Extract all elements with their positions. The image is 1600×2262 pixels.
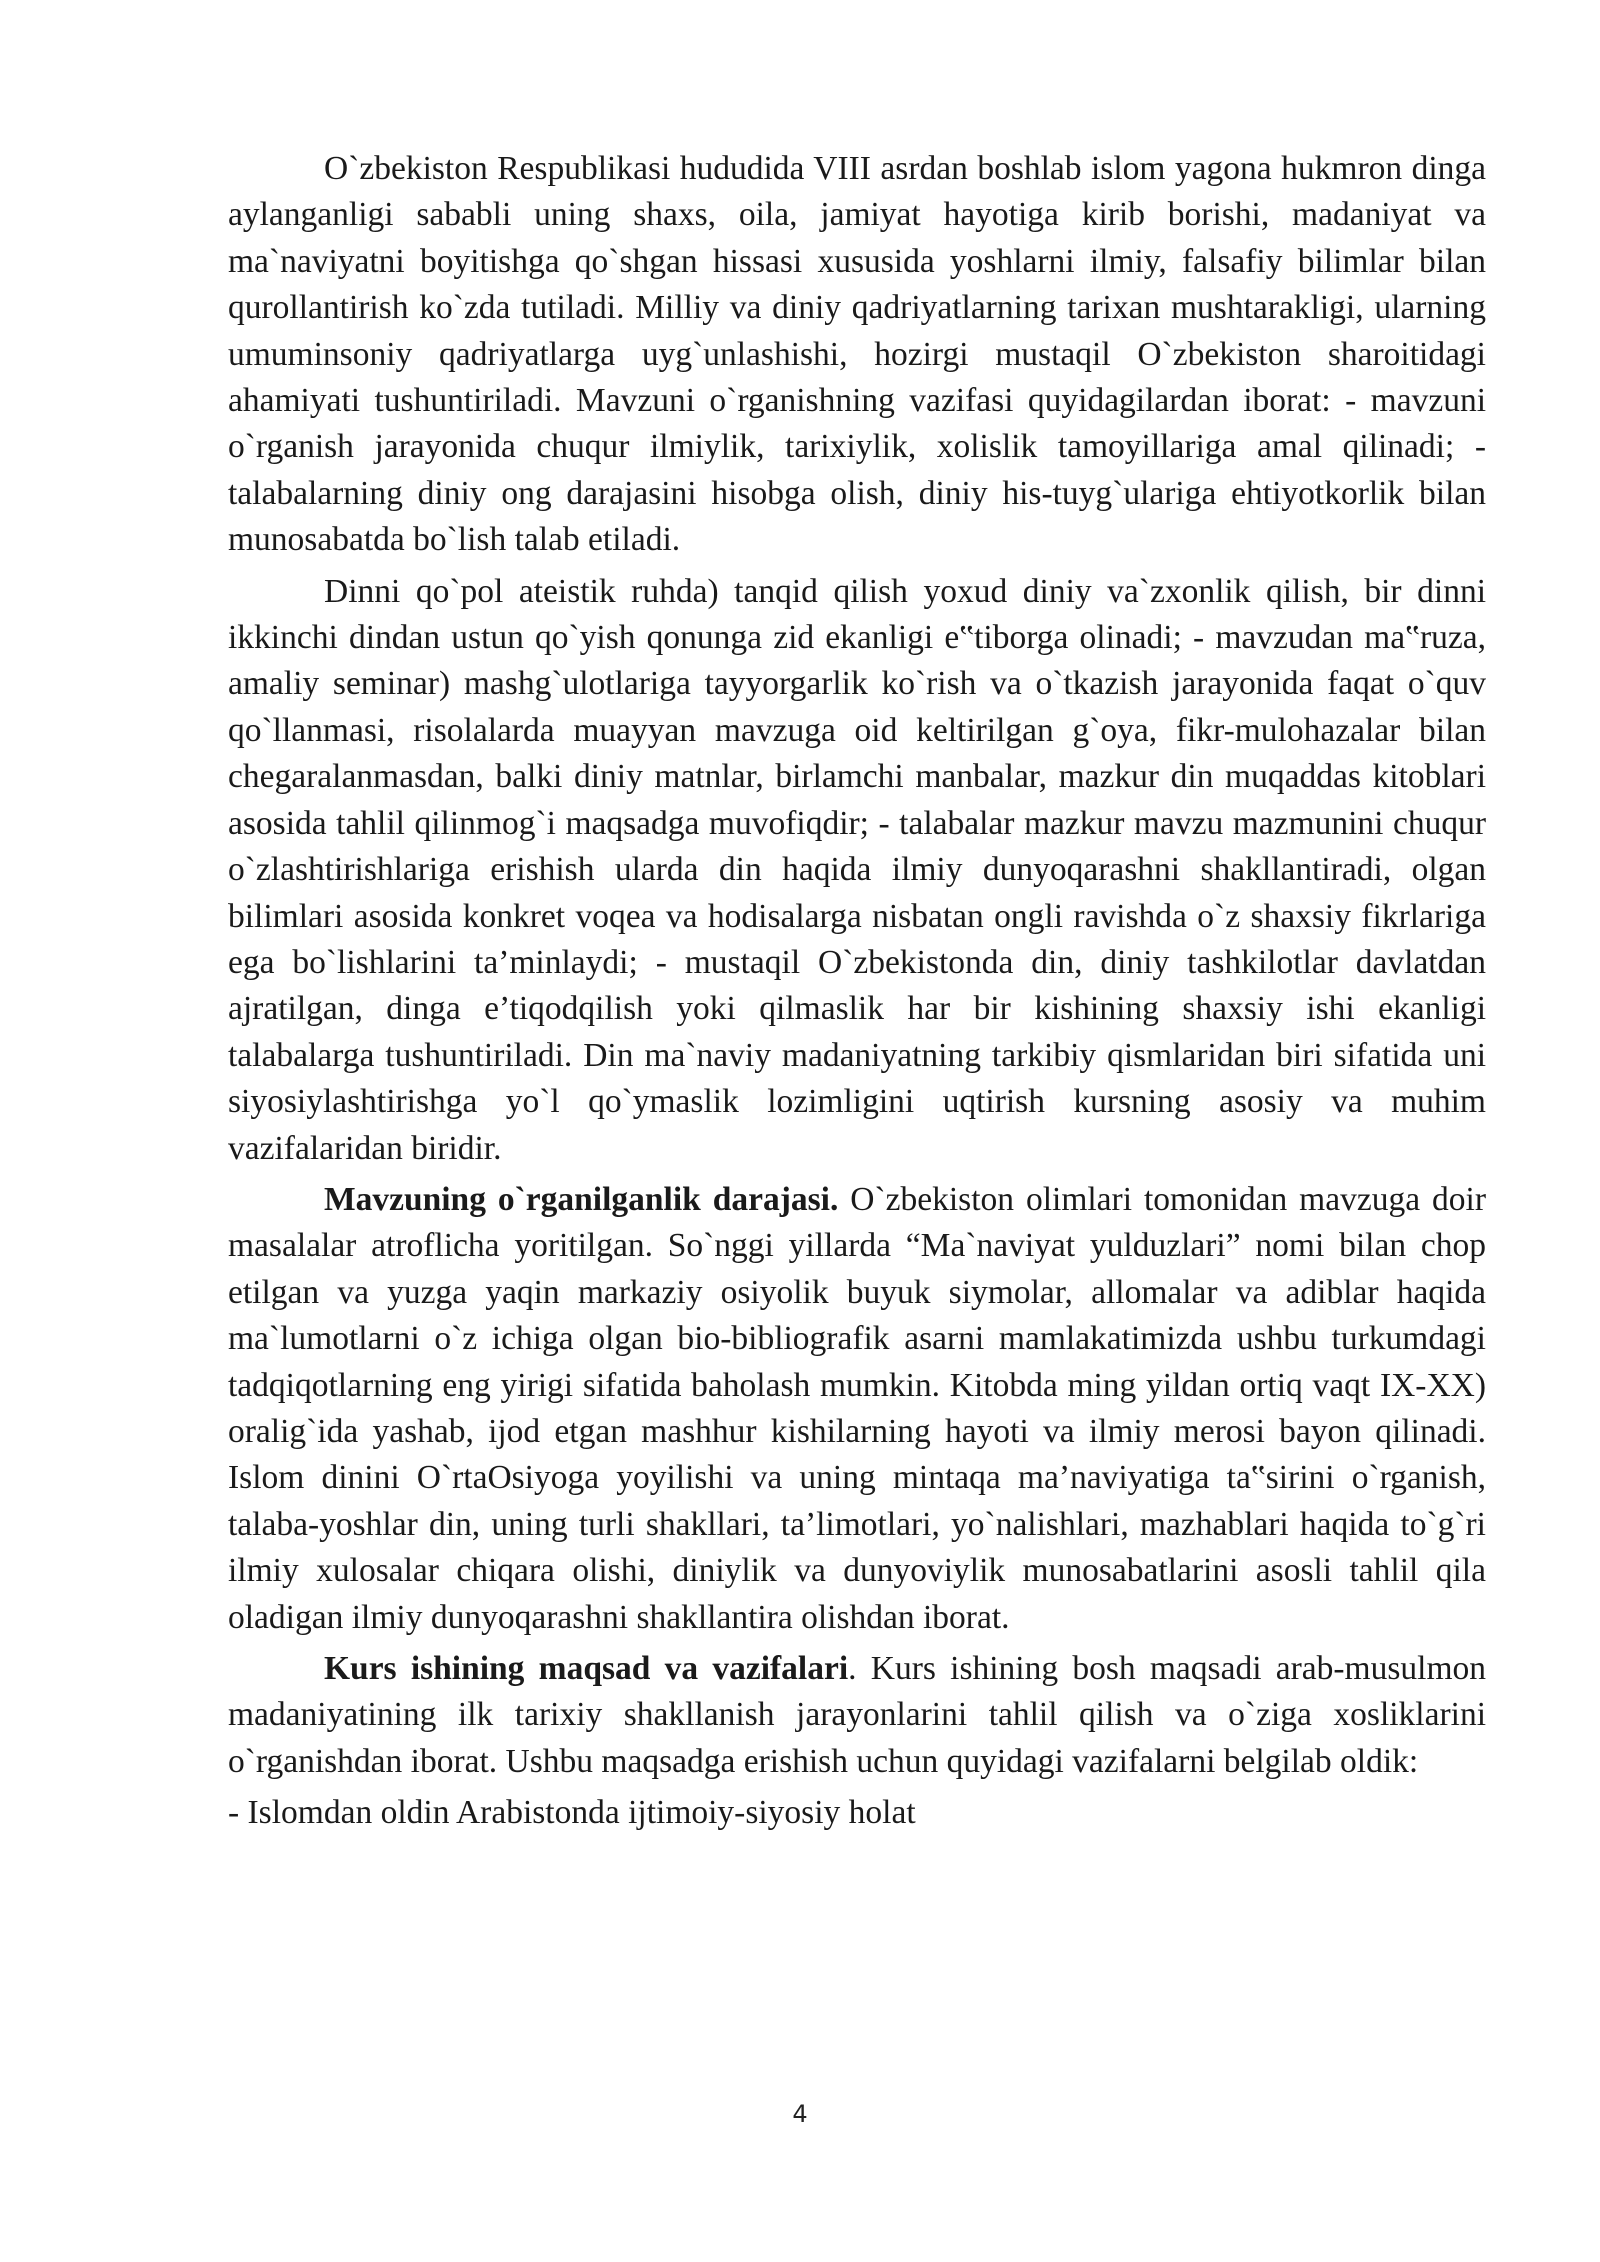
paragraph-research-level-text: O`zbekiston olimlari tomonidan mavzuga doir masalalar atroflicha yoritilgan. So`nggi yillarda “Ma`naviyat yulduzlari” nomi bilan chop etilgan va yuzga yaqin markaziy osiyolik buyuk siymolar, allomalar va adiblar haqida ma`lumotlarni o`z ichiga olgan bio-bibliografik asarni mamlakatimizda ushbu turkumdagi tadqiqotlarning eng yirigi sifatida baholash mumkin. Kitobda ming yildan ortiq vaqt IX-XX) oralig`ida yashab, ijod etgan mashhur kishilarning hayoti va ilmiy merosi bayon qilinadi. Islom dinini O`rtaOsiyoga yoyilishi va uning mintaqa ma’naviyatiga ta‟sirini o`rganish, talaba-yoshlar din, uning turli shakllari, ta’limotlari, yo`nalishlari, mazhablari haqida to`g`ri ilmiy xulosalar chiqara olishi, diniylik va dunyoviylik munosabatlarini asosli tahlil qila oladigan ilmiy dunyoqarashni shakllantira olishdan iborat.	[228, 1180, 1486, 1636]
document-body	[228, 146, 1486, 1837]
list-item: - Islomdan oldin Arabistonda ijtimoiy-siyosiy holat	[228, 1794, 916, 1832]
page-number: 4	[792, 2100, 808, 2128]
section-heading-research-level: Mavzuning o`rganilganlik darajasi.	[324, 1180, 839, 1218]
paragraph-goals-text: . Kurs ishining bosh maqsadi arab-musulmon madaniyatining ilk tarixiy shakllanish jarayonlarini tahlil qilish va o`ziga xosliklarini o`rganishdan iborat. Ushbu maqsadga erishish uchun quyidagi vazifalarni belgilab oldik:	[228, 1650, 1487, 1780]
section-heading-goals: Kurs ishining maqsad va vazifalari	[324, 1650, 849, 1687]
paragraph-intro: O`zbekiston Respublikasi hududida VIII asrdan boshlab islom yagona hukmron dinga aylanganligi sababli uning shaxs, oila, jamiyat hayotiga kirib borishi, madaniyat va ma`naviyatni boyitishga qo`shgan hissasi xususida yoshlarni ilmiy, falsafiy bilimlar bilan qurollantirish ko`zda tutiladi. Milliy va diniy qadriyatlarning tarixan mushtarakligi, ularning umuminsoniy qadriyatlarga uyg`unlashishi, hozirgi mustaqil O`zbekiston sharoitidagi ahamiyati tushuntiriladi. Mavzuni o`rganishning vazifasi quyidagilardan iborat: - mavzuni o`rganish jarayonida chuqur ilmiylik, tarixiylik, xolislik tamoyillariga amal qilinadi; - talabalarning diniy ong darajasini hisobga olish, diniy his-tuyg`ulariga ehtiyotkorlik bilan munosabatda bo`lish talab etiladi.	[228, 150, 1486, 559]
paragraph-teaching-principles: Dinni qo`pol ateistik ruhda) tanqid qilish yoxud diniy va`zxonlik qilish, bir dinni ikkinchi dindan ustun qo`yish qonunga zid ekanligi e‟tiborga olinadi; - mavzudan ma‟ruza, amaliy seminar) mashg`ulotlariga tayyorgarlik ko`rish va o`tkazish jarayonida faqat o`quv qo`llanmasi, risolalarda muayyan mavzuga oid keltirilgan g`oya, fikr-mulohazalar bilan chegaralanmasdan, balki diniy matnlar, birlamchi manbalar, mazkur din muqaddas kitoblari asosida tahlil qilinmog`i maqsadga muvofiqdir; - talabalar mazkur mavzu mazmunini chuqur o`zlashtirishlariga erishish ularda din haqida ilmiy dunyoqarashni shakllantiradi, olgan bilimlari asosida konkret voqea va hodisalarga nisbatan ongli ravishda o`z shaxsiy fikrlariga ega bo`lishlarini ta’minlaydi; - mustaqil O`zbekistonda din, diniy tashkilotlar davlatdan ajratilgan, dinga e’tiqodqilish yoki qilmaslik har bir kishining shaxsiy ishi ekanligi talabalarga tushuntiriladi. Din ma`naviy madaniyatning tarkibiy qismlaridan biri sifatida uni siyosiylashtirishga yo`l qo`ymaslik lozimligini uqtirish kursning asosiy va muhim vazifalaridan biridir.	[228, 572, 1486, 1167]
paragraph-goals	[228, 1646, 1486, 1785]
paragraph-research-level	[228, 1177, 1486, 1641]
